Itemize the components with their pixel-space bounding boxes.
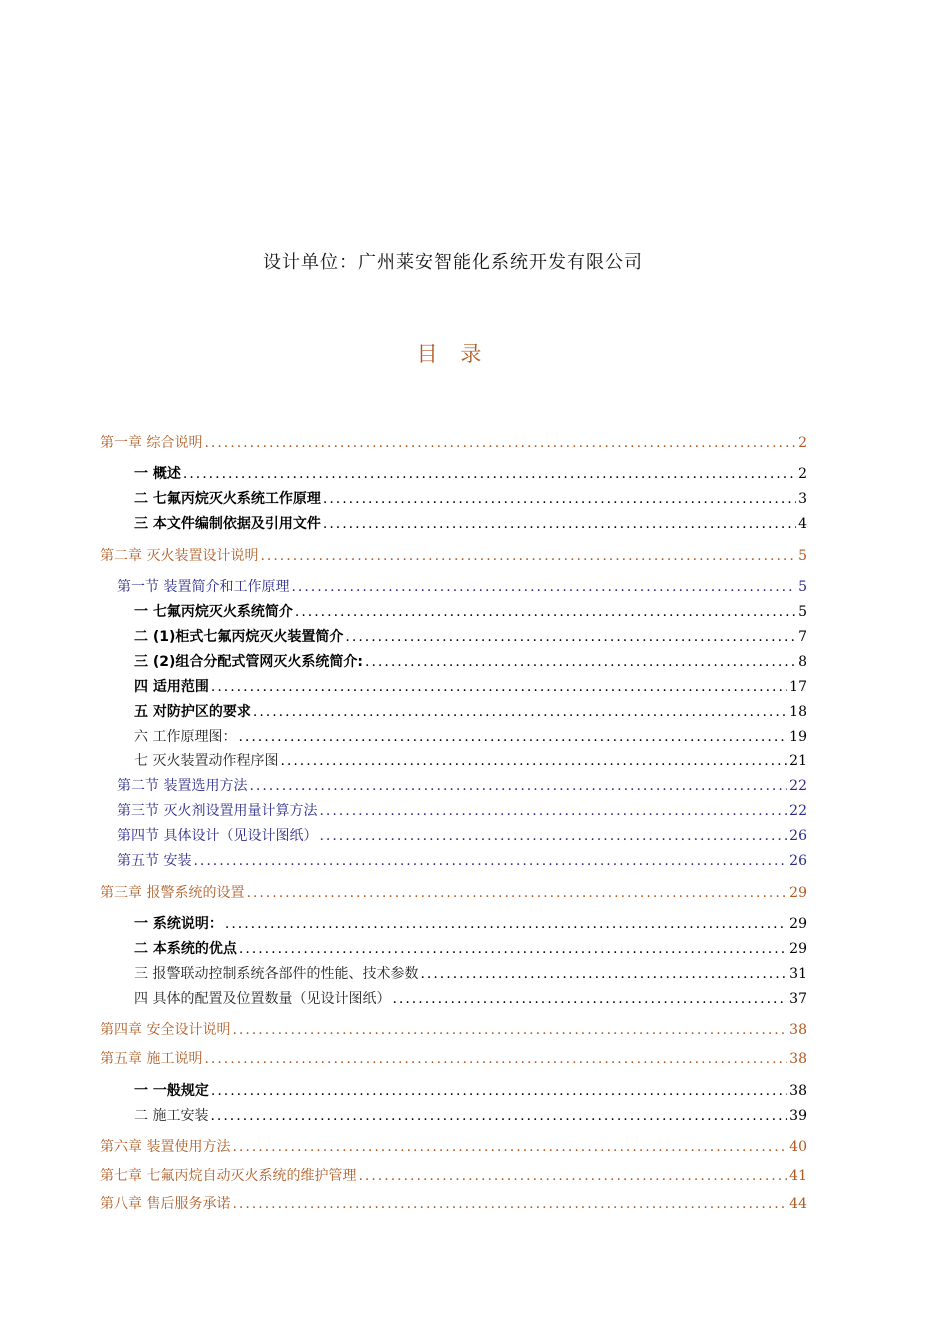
toc-leader (232, 1020, 787, 1040)
toc-page: 31 (789, 966, 807, 982)
toc-leader (291, 577, 796, 597)
toc-page: 8 (798, 654, 807, 670)
toc-label: 六 工作原理图： (134, 729, 237, 745)
toc-page: 5 (798, 604, 807, 620)
toc-page: 21 (789, 753, 807, 769)
toc-page: 19 (789, 729, 807, 745)
toc-leader (232, 1137, 787, 1157)
toc-leader (323, 489, 796, 509)
toc-label: 一 系统说明： (134, 916, 223, 932)
toc-entry-3-3[interactable] (134, 964, 807, 984)
toc-entry-chapter-8[interactable] (100, 1194, 807, 1214)
toc-page: 17 (789, 679, 807, 695)
toc-page: 26 (789, 828, 807, 844)
toc-leader (211, 677, 787, 697)
toc-leader (358, 1166, 787, 1186)
toc-page: 2 (798, 466, 807, 482)
toc-page: 38 (789, 1022, 807, 1038)
toc-leader (260, 546, 796, 566)
toc-leader (238, 727, 787, 747)
toc-label: 第八章 售后服务承诺 (100, 1196, 231, 1212)
toc-entry-chapter-6[interactable] (100, 1137, 807, 1157)
toc-leader (420, 964, 787, 984)
toc-entry-chapter-5[interactable] (100, 1049, 807, 1069)
toc-label: 二 本系统的优点 (134, 941, 237, 957)
toc-entry-2-1-7[interactable] (134, 751, 807, 771)
toc-label: 四 适用范围 (134, 679, 209, 695)
toc-label: 第三章 报警系统的设置 (100, 885, 245, 901)
toc-page: 4 (798, 516, 807, 532)
toc-label: 二 (1)柜式七氟丙烷灭火装置简介 (134, 629, 344, 645)
toc-entry-2-section-2[interactable] (117, 776, 807, 796)
toc-page: 26 (789, 853, 807, 869)
toc-entry-2-1-5[interactable] (134, 702, 807, 722)
toc-page: 18 (789, 704, 807, 720)
toc-label: 第二章 灭火装置设计说明 (100, 548, 259, 564)
toc-leader (239, 939, 787, 959)
toc-page: 29 (789, 916, 807, 932)
toc-leader (210, 1106, 787, 1126)
toc-page: 44 (789, 1196, 807, 1212)
toc-page: 2 (798, 435, 807, 451)
toc-page: 41 (789, 1168, 807, 1184)
toc-entry-chapter-2[interactable] (100, 546, 807, 566)
toc-label: 第三节 灭火剂设置用量计算方法 (117, 803, 318, 819)
toc-leader (319, 826, 787, 846)
toc-page: 3 (798, 491, 807, 507)
toc-entry-chapter-1[interactable] (100, 433, 807, 453)
toc-entry-5-2[interactable] (134, 1106, 807, 1126)
toc-leader (249, 776, 787, 796)
toc-label: 第五章 施工说明 (100, 1051, 203, 1067)
toc-label: 一 七氟丙烷灭火系统简介 (134, 604, 293, 620)
toc-page: 7 (798, 629, 807, 645)
toc-title: 目 录 (416, 342, 490, 366)
design-unit: 设计单位：广州莱安智能化系统开发有限公司 (263, 252, 643, 273)
toc-label: 一 一般规定 (134, 1083, 209, 1099)
toc-entry-2-1-6[interactable] (134, 727, 807, 747)
toc-label: 一 概述 (134, 466, 181, 482)
toc-leader (319, 801, 787, 821)
toc-leader (183, 464, 796, 484)
toc-page: 38 (789, 1051, 807, 1067)
toc-leader (365, 652, 796, 672)
toc-leader (345, 627, 796, 647)
toc-entry-2-1-3[interactable] (134, 652, 807, 672)
toc-page: 40 (789, 1139, 807, 1155)
toc-entry-2-section-1[interactable] (117, 577, 807, 597)
toc-entry-1-1[interactable] (134, 464, 807, 484)
toc-page: 29 (789, 941, 807, 957)
toc-label: 五 对防护区的要求 (134, 704, 251, 720)
toc-label: 第七章 七氟丙烷自动灭火系统的维护管理 (100, 1168, 357, 1184)
toc-entry-2-1-1[interactable] (134, 602, 807, 622)
toc-leader (204, 1049, 787, 1069)
toc-leader (204, 433, 796, 453)
toc-label: 三 本文件编制依据及引用文件 (134, 516, 321, 532)
toc-label: 二 施工安装 (134, 1108, 209, 1124)
toc-page: 5 (798, 548, 807, 564)
toc-label: 第一章 综合说明 (100, 435, 203, 451)
toc-leader (323, 514, 796, 534)
toc-leader (392, 989, 787, 1009)
toc-entry-3-1[interactable] (134, 914, 807, 934)
toc-label: 第六章 装置使用方法 (100, 1139, 231, 1155)
toc-entry-2-1-4[interactable] (134, 677, 807, 697)
toc-page: 38 (789, 1083, 807, 1099)
toc-leader (295, 602, 796, 622)
toc-label: 第一节 装置简介和工作原理 (117, 579, 290, 595)
toc-page: 22 (789, 778, 807, 794)
toc-entry-2-1-2[interactable] (134, 627, 807, 647)
toc-entry-2-section-4[interactable] (117, 826, 807, 846)
toc-entry-chapter-7[interactable] (100, 1166, 807, 1186)
toc-leader (246, 883, 787, 903)
toc-page: 5 (798, 579, 807, 595)
toc-label: 三 报警联动控制系统各部件的性能、技术参数 (134, 966, 419, 982)
toc-label: 七 灭火装置动作程序图 (134, 753, 279, 769)
toc-entry-2-section-5[interactable] (117, 851, 807, 871)
toc-leader (225, 914, 787, 934)
toc-page: 29 (789, 885, 807, 901)
toc-entry-1-3[interactable] (134, 514, 807, 534)
toc-leader (211, 1081, 787, 1101)
toc-entry-1-2[interactable] (134, 489, 807, 509)
toc-page: 37 (789, 991, 807, 1007)
toc-label: 四 具体的配置及位置数量（见设计图纸） (134, 991, 391, 1007)
toc-entry-3-4[interactable] (134, 989, 807, 1009)
toc-entry-chapter-4[interactable] (100, 1020, 807, 1040)
toc-entry-5-1[interactable] (134, 1081, 807, 1101)
toc-page: 22 (789, 803, 807, 819)
toc-leader (193, 851, 787, 871)
toc-entry-3-2[interactable] (134, 939, 807, 959)
toc-label: 第四节 具体设计（见设计图纸） (117, 828, 318, 844)
toc-label: 第四章 安全设计说明 (100, 1022, 231, 1038)
toc-label: 第五节 安装 (117, 853, 192, 869)
toc-leader (280, 751, 787, 771)
toc-page: 39 (789, 1108, 807, 1124)
toc-label: 第二节 装置选用方法 (117, 778, 248, 794)
toc-leader (232, 1194, 787, 1214)
toc-entry-chapter-3[interactable] (100, 883, 807, 903)
toc-entry-2-section-3[interactable] (117, 801, 807, 821)
toc-label: 三 (2)组合分配式管网灭火系统简介: (134, 654, 364, 670)
toc-label: 二 七氟丙烷灭火系统工作原理 (134, 491, 321, 507)
toc-leader (253, 702, 787, 722)
